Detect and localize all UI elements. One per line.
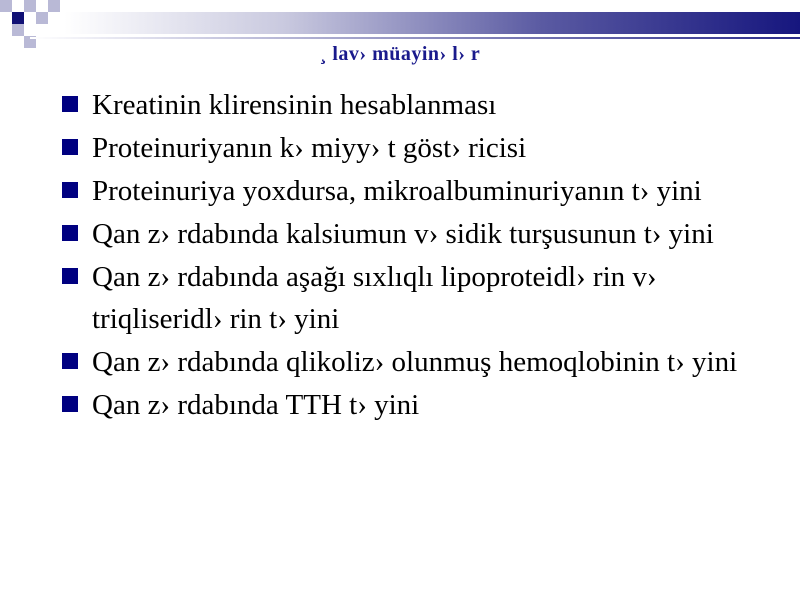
- bullet-list: [62, 84, 782, 427]
- list-item: [62, 84, 782, 126]
- square-bullet-icon: [62, 225, 78, 241]
- square-bullet-icon: [62, 96, 78, 112]
- decor-square: [24, 0, 36, 12]
- list-item: [62, 127, 782, 169]
- slide-title: ¸ lav› müayin› l› r: [319, 43, 481, 65]
- title-underline: [30, 37, 800, 39]
- list-item: [62, 341, 782, 383]
- decor-square: [48, 0, 60, 12]
- list-item-text: Proteinuriyanın k› miyy› t göst› ricisi: [92, 132, 527, 164]
- list-item-text: Proteinuriya yoxdursa, mikroalbuminuriyanın t› yini: [92, 175, 702, 207]
- square-bullet-icon: [62, 268, 78, 284]
- list-item-text: Kreatinin klirensinin hesablanması: [92, 89, 497, 121]
- decor-square: [0, 0, 12, 12]
- list-item: [62, 170, 782, 212]
- list-item: [62, 256, 782, 340]
- decor-square: [12, 12, 24, 24]
- list-item-text: Qan z› rdabında kalsiumun v› sidik turşusunun t› yini: [92, 218, 714, 250]
- decor-square: [12, 24, 24, 36]
- square-bullet-icon: [62, 353, 78, 369]
- square-bullet-icon: [62, 396, 78, 412]
- list-item: [62, 213, 782, 255]
- list-item-text: Qan z› rdabında TTH t› yini: [92, 389, 420, 421]
- square-bullet-icon: [62, 139, 78, 155]
- list-item: [62, 384, 782, 426]
- list-item-text: Qan z› rdabında qlikoliz› olunmuş hemoqlobinin t› yini: [92, 346, 738, 378]
- decor-square: [36, 12, 48, 24]
- square-bullet-icon: [62, 182, 78, 198]
- title-gradient-band: [64, 12, 800, 34]
- list-item-text: Qan z› rdabında aşağı sıxlıqlı lipoproteidl› rin v› triqliseridl› rin t› yini: [92, 261, 657, 335]
